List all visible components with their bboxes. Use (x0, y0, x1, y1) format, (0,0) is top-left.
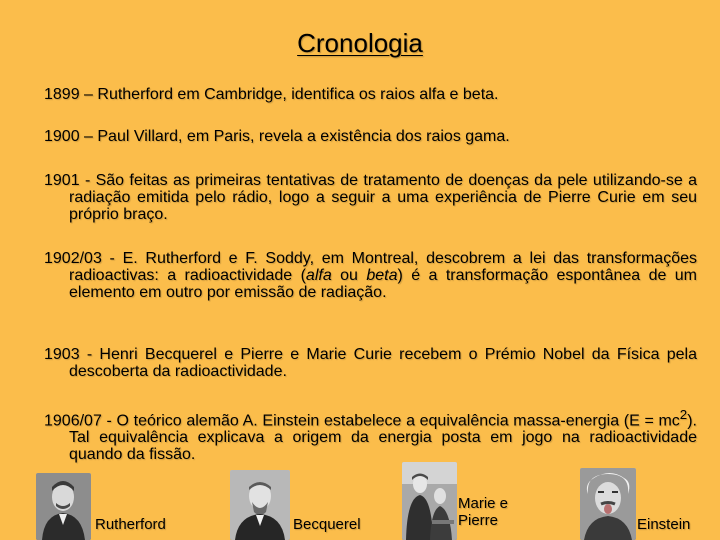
caption-becquerel: Becquerel (293, 516, 361, 533)
rutherford-photo (36, 473, 91, 540)
entry-text: ). Tal equivalência explicava a origem da energia posta em jogo na radioactividade quando da fissão. (69, 412, 697, 464)
caption-rutherford: Rutherford (95, 516, 166, 533)
timeline-entry-1900: 1900 – Paul Villard, em Paris, revela a existência dos raios gama. (44, 128, 510, 145)
caption-curie (458, 495, 508, 529)
becquerel-photo (230, 470, 290, 540)
timeline-entry-1902-03 (44, 250, 697, 301)
timeline-entry-1903: 1903 - Henri Becquerel e Pierre e Marie Curie recebem o Prémio Nobel da Física pela descoberta da radioactividade. (44, 346, 697, 380)
caption-curie-line1: Marie e (458, 495, 509, 512)
entry-emphasis-alfa: alfa (305, 267, 332, 284)
entry-text: ) é a transformação espontânea de um elemento em outro por emissão de radiação. (69, 267, 698, 301)
slide-title: Cronologia (297, 28, 423, 58)
curie-photo (402, 462, 457, 540)
timeline-entry-1899: 1899 – Rutherford em Cambridge, identifica os raios alfa e beta. (44, 86, 499, 103)
caption-einstein: Einstein (637, 516, 691, 533)
caption-curie-line2: Pierre (458, 512, 499, 529)
entry-text: ou (331, 267, 367, 284)
superscript: 2 (679, 407, 688, 422)
timeline-entry-1906-07 (44, 406, 697, 463)
einstein-photo (580, 468, 636, 540)
entry-text: 1902/03 - E. Rutherford e F. Soddy, em Montreal, descobrem a lei das transformações radioactivas: a radioactividade ( (44, 250, 697, 284)
timeline-entry-1901: 1901 - São feitas as primeiras tentativas de tratamento de doenças da pele utilizando-se a radiação emitida pelo rádio, logo a seguir a uma experiência de Pierre Curie em seu próprio braço. (44, 172, 697, 223)
entry-text: 1906/07 - O teórico alemão A. Einstein estabelece a equivalência massa-energia (E = mc (44, 412, 680, 430)
entry-emphasis-beta: beta (366, 267, 398, 284)
